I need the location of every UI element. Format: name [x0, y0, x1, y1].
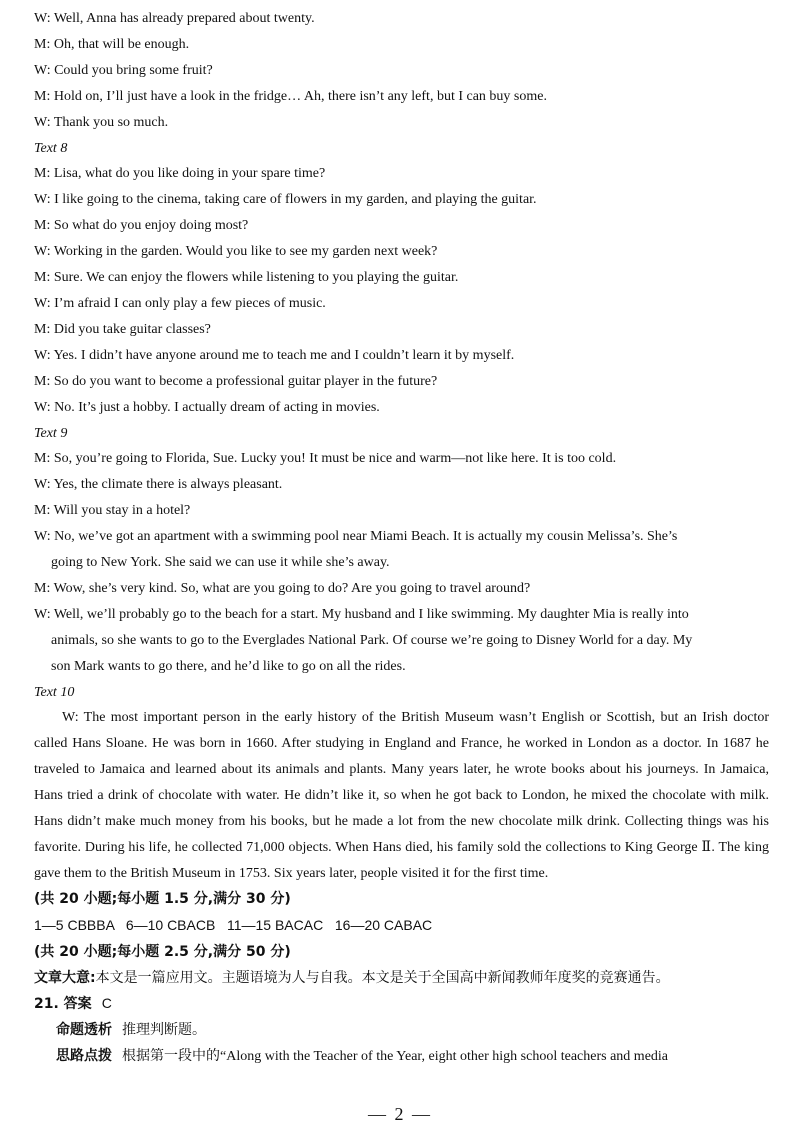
- hint-text: 根据第一段中的“Along with the Teacher of the Year, eight other high school teachers and media: [122, 1049, 669, 1065]
- dialogue-line: W: Well, we’ll probably go to the beach for a start. My husband and I like swimming. My daughter Mia is really into: [34, 606, 689, 622]
- dialogue-line-continued: animals, so she wants to go to the Everglades National Park. Of course we’re going to Disney World for a day. My: [51, 632, 693, 648]
- text-10-section: [34, 680, 769, 887]
- summary-label: 文章大意:: [34, 969, 96, 986]
- dialogue-line: W: Well, Anna has already prepared about twenty.: [34, 11, 315, 26]
- dialogue-line: M: So do you want to become a professional guitar player in the future?: [34, 373, 438, 389]
- dialogue-line: W: Yes. I didn’t have anyone around me to teach me and I couldn’t learn it by myself.: [34, 347, 515, 363]
- answer-key: 1—5 CBBBA 6—10 CBACB 11—15 BACAC 16—20 CABAC: [34, 916, 433, 933]
- section-2-header: (共 20 小题;每小题 2.5 分,满分 50 分): [34, 943, 291, 960]
- dialogue-line: M: Oh, that will be enough.: [34, 36, 190, 52]
- text-9-section: [34, 421, 769, 680]
- dialogue-line: W: I like going to the cinema, taking care of flowers in my garden, and playing the guitar.: [34, 192, 537, 208]
- dialogue-line: M: Sure. We can enjoy the flowers while listening to you playing the guitar.: [34, 270, 459, 286]
- dialogue-line: W: Could you bring some fruit?: [34, 62, 213, 78]
- monologue-paragraph: W: The most important person in the early history of the British Museum wasn’t English or Scottish, but an Irish doctor called Hans Sloane. He was born in 1660. After studying in England and France, he worked in London as a doctor. In 1687 he traveled to Jamaica and learned about its animals and plants. Many years later, he wrote books about his journeys. In Jamaica, Hans tried a drink of chocolate with water. He didn’t like it, so when he got back to London, he mixed the chocolate with milk. Hans didn’t make much money from his books, but he made a lot from the new chocolate milk drink. Collecting things was his favorite. During his life, he collected 71,000 objects. When Hans died, his family sold the collections to King George Ⅱ. The king gave them to the British Museum in 1753. Six years later, people visited it for the first time.: [34, 710, 769, 881]
- dialogue-line: M: So what do you enjoy doing most?: [34, 218, 249, 234]
- analysis-label: 命题透析: [56, 1022, 112, 1039]
- dialogue-line: M: Lisa, what do you like doing in your spare time?: [34, 166, 326, 182]
- text-9-label: Text 9: [34, 425, 68, 441]
- question-21-number: 21. 答案: [34, 996, 92, 1013]
- text-8-section: [34, 136, 769, 421]
- answer-key-row: [34, 913, 769, 940]
- text-10-label: Text 10: [34, 684, 75, 700]
- dialogue-line: W: Yes, the climate there is always pleasant.: [34, 477, 283, 493]
- dialogue-line: M: Hold on, I’ll just have a look in the fridge… Ah, there isn’t any left, but I can buy some.: [34, 88, 547, 104]
- dialogue-line: M: Wow, she’s very kind. So, what are you going to do? Are you going to travel around?: [34, 580, 531, 596]
- dialogue-line: M: So, you’re going to Florida, Sue. Lucky you! It must be nice and warm—not like here. It is too cold.: [34, 451, 617, 467]
- dialogue-line: W: Working in the garden. Would you like to see my garden next week?: [34, 244, 438, 260]
- question-21-value: C: [101, 995, 112, 1012]
- question-21-answer: [34, 991, 769, 1018]
- question-21-hint: [34, 1044, 769, 1070]
- dialogue-line: M: Did you take guitar classes?: [34, 321, 211, 337]
- hint-label: 思路点拨: [56, 1048, 112, 1065]
- dialogue-line: W: No, we’ve got an apartment with a swimming pool near Miami Beach. It is actually my cousin Melissa’s. She’s: [34, 529, 678, 545]
- document-page: [34, 6, 769, 1070]
- dialogue-line: W: I’m afraid I can only play a few pieces of music.: [34, 295, 326, 311]
- section-1-header: (共 20 小题;每小题 1.5 分,满分 30 分): [34, 890, 291, 907]
- question-21-analysis: [34, 1018, 769, 1044]
- summary-text: 本文是一篇应用文。主题语境为人与自我。本文是关于全国高中新闻教师年度奖的竞赛通告。: [95, 969, 670, 986]
- analysis-text: 推理判断题。: [122, 1022, 206, 1039]
- dialogue-line: M: Will you stay in a hotel?: [34, 503, 191, 519]
- dialogue-line-continued: son Mark wants to go there, and he’d like to go on all the rides.: [51, 658, 406, 674]
- text-8-label: Text 8: [34, 140, 68, 156]
- summary-row: [34, 966, 769, 992]
- dialogue-line: W: Thank you so much.: [34, 114, 169, 130]
- dialogue-line: W: No. It’s just a hobby. I actually dream of acting in movies.: [34, 399, 380, 415]
- page-number: — 2 —: [368, 1104, 432, 1124]
- dialogue-continued: [34, 6, 769, 136]
- dialogue-line-continued: going to New York. She said we can use it while she’s away.: [51, 555, 390, 571]
